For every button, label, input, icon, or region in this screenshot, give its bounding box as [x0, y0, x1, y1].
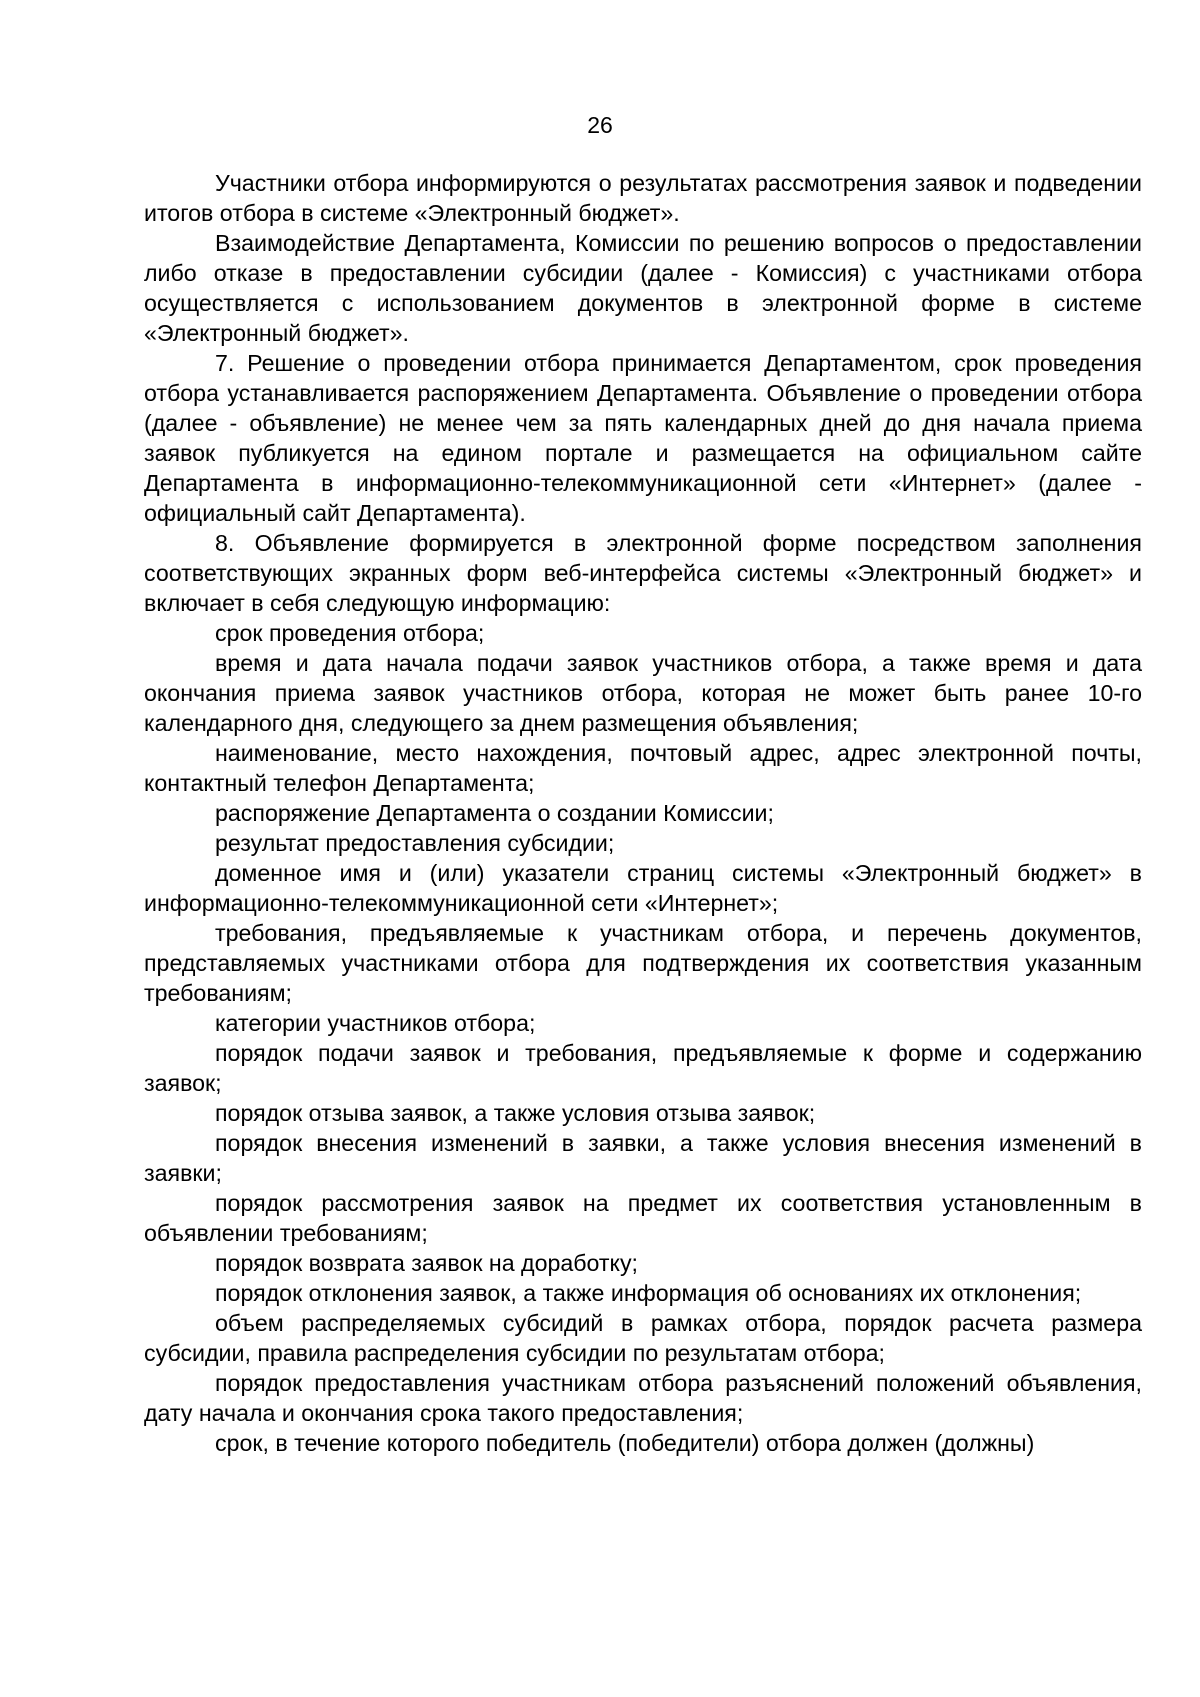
paragraph: срок проведения отбора; — [215, 620, 485, 646]
paragraph: Участники отбора информируются о результатах рассмотрения заявок и подведении итогов отбора в системе «Электронный бюджет». — [144, 170, 1142, 226]
paragraph: требования, предъявляемые к участникам отбора, и перечень документов, представляемых участниками отбора для подтверждения их соответствия указанным требованиям; — [144, 920, 1142, 1006]
paragraph: наименование, место нахождения, почтовый адрес, адрес электронной почты, контактный телефон Департамента; — [144, 740, 1142, 796]
paragraph: 8. Объявление формируется в электронной форме посредством заполнения соответствующих экранных форм веб-интерфейса системы «Электронный бюджет» и включает в себя следующую информацию: — [144, 530, 1142, 616]
paragraph: 7. Решение о проведении отбора принимается Департаментом, срок проведения отбора устанавливается распоряжением Департамента. Объявление о проведении отбора (далее - объявление) не менее чем за пять календарных дней до дня начала приема заявок публикуется на едином портале и размещается на официальном сайте Департамента в информационно-телекоммуникационной сети «Интернет» (далее - официальный сайт Департамента). — [144, 350, 1142, 526]
page-number: 26 — [587, 112, 613, 138]
paragraph: доменное имя и (или) указатели страниц системы «Электронный бюджет» в информационно-телекоммуникационной сети «Интернет»; — [144, 860, 1142, 916]
paragraph: порядок отзыва заявок, а также условия отзыва заявок; — [215, 1100, 816, 1126]
paragraph: порядок подачи заявок и требования, предъявляемые к форме и содержанию заявок; — [144, 1040, 1142, 1096]
paragraph: Взаимодействие Департамента, Комиссии по решению вопросов о предоставлении либо отказе в предоставлении субсидии (далее - Комиссия) с участниками отбора осуществляется с использованием документов в электронной форме в системе «Электронный бюджет». — [144, 230, 1142, 346]
paragraph: категории участников отбора; — [215, 1010, 536, 1036]
paragraph: распоряжение Департамента о создании Комиссии; — [215, 800, 774, 826]
paragraph: объем распределяемых субсидий в рамках отбора, порядок расчета размера субсидии, правила распределения субсидии по результатам отбора; — [144, 1310, 1142, 1366]
paragraph: порядок возврата заявок на доработку; — [215, 1250, 638, 1276]
paragraph: порядок внесения изменений в заявки, а также условия внесения изменений в заявки; — [144, 1130, 1142, 1186]
paragraph: срок, в течение которого победитель (победители) отбора должен (должны) — [215, 1430, 1035, 1456]
paragraph: порядок предоставления участникам отбора разъяснений положений объявления, дату начала и окончания срока такого предоставления; — [144, 1370, 1142, 1426]
paragraph: порядок отклонения заявок, а также информация об основаниях их отклонения; — [215, 1280, 1082, 1306]
document-body — [144, 168, 1142, 1458]
paragraph: время и дата начала подачи заявок участников отбора, а также время и дата окончания приема заявок участников отбора, которая не может быть ранее 10-го календарного дня, следующего за днем размещения объявления; — [144, 650, 1142, 736]
paragraph: порядок рассмотрения заявок на предмет их соответствия установленным в объявлении требованиям; — [144, 1190, 1142, 1246]
paragraph: результат предоставления субсидии; — [215, 830, 615, 856]
